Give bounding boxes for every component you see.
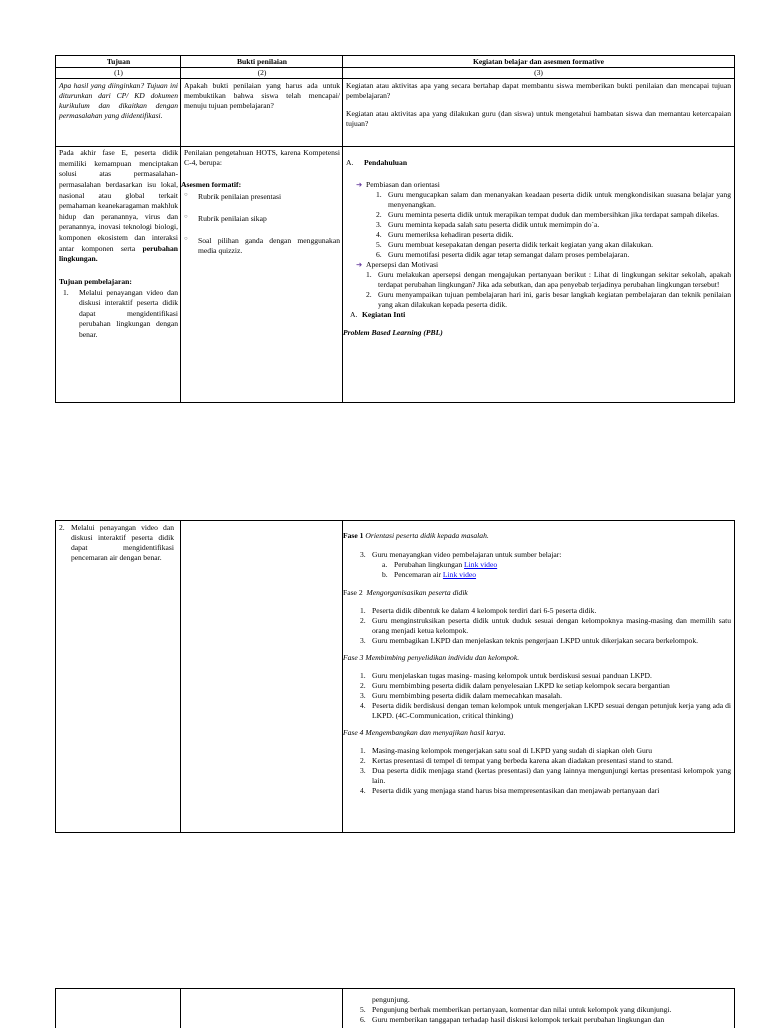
tujuan-pembelajaran-item: 2. Melalui penayangan video dan diskusi interaktif peserta didik dapat mengidentifikasi pencemaran air dengan benar. [59, 523, 174, 563]
pbl-title: Problem Based Learning (PBL) [343, 328, 443, 338]
bukti-text: Penilaian pengetahuan HOTS, karena Kompetensi C-4, berupa: [184, 148, 340, 168]
fase-3: Fase 3 Membimbing penyelidikan individu dan kelompok. [343, 653, 520, 663]
list-item: 1. Guru menjelaskan tugas masing- masing kelompok untuk berdiskusi sesuai panduan LKPD. [360, 671, 652, 681]
header-kegiatan: Kegiatan belajar dan asesmen formative [472, 57, 605, 66]
list-item: 3. Guru meminta kepada salah satu peserta didik untuk memimpin do`a. [376, 220, 600, 230]
fase-1: Fase 1 Orientasi peserta didik kepada masalah. [343, 531, 489, 540]
continued-text: pengunjung. [372, 995, 410, 1004]
col-bukti [181, 521, 343, 832]
list-item: 4. Guru memeriksa kehadiran peserta didik. [376, 230, 514, 240]
list-item: 3. Guru membimbing peserta didik dalam memecahkan masalah. [360, 691, 562, 701]
question-tujuan: Apa hasil yang diinginkan? Tujuan ini diturunkan dari CP/ KD dokumen kurikulum dan dikaitkan dengan permasalahan yang diidentifikasi. [59, 81, 178, 121]
section-pendahuluan: A. Pendahuluan [346, 158, 408, 167]
fase-3-list [346, 671, 731, 721]
list-item: 1. Guru mengucapkan salam dan menanyakan keadaan peserta didik untuk mengkondisikan suasana belajar yang menyenangkan. [376, 190, 731, 210]
list-item: 2. Kertas presentasi di tempel di tempat yang berbeda karena akan diadakan presentasi stand to stand. [360, 756, 673, 766]
fase-2: Fase 2 Mengorganisasikan peserta didik [343, 588, 468, 598]
bullet-arrow-icon: ➜ [356, 180, 363, 190]
kegiatan-content-2 [343, 530, 734, 797]
list-item: b. Pencemaran air Link video [382, 570, 477, 580]
col-tujuan [56, 989, 181, 1028]
video-link[interactable]: Link video [442, 570, 477, 580]
tujuan-pembelajaran-item: 1. Melalui penayangan video dan diskusi interaktif peserta didik dapat mengidentifikasi perubahan lingkungan dengan benar. [63, 287, 178, 339]
tujuan-content-2 [56, 522, 181, 564]
video-link[interactable]: Link video [464, 560, 498, 570]
pembiasaan-label: ➜ Pembiasan dan orientasi [356, 180, 440, 190]
list-item: 4. Peserta didik berdiskusi dengan teman kelompok untuk mengerjakan LKPD sesuai dengan petunjuk kerja yang ada di LKPD. (4C-Communication, critical thinking) [360, 701, 731, 721]
table-page-2 [55, 520, 735, 833]
list-item: 5. Pengunjung berhak memberikan pertanyaan, komentar dan nilai untuk kelompok yang dikunjungi. [360, 1005, 672, 1015]
fase-4: Fase 4 Mengembangkan dan menyajikan hasil karya. [343, 728, 506, 738]
list-item: 3. Guru menayangkan video pembelajaran untuk sumber belajar: [360, 550, 562, 560]
list-item: 2. Guru menginstruksikan peserta didik untuk duduk sesuai dengan kelompoknya masing-masing dan memilih satu orang menjadi ketua kelompok. [360, 616, 731, 636]
list-item: 2. Guru menyampaikan tujuan pembelajaran hari ini, garis besar langkah kegiatan pembelajaran dan teknik penilaian yang akan dilakukan kepada peserta didik. [366, 290, 731, 310]
list-item: 3. Dua peserta didik menjaga stand (kertas presentasi) dan yang lainnya mengunjungi kertas presentasi kelompok yang lain. [360, 766, 731, 786]
asesmen-item: ○ Rubrik penilaian presentasi [184, 192, 282, 202]
number-3: (3) [534, 68, 543, 77]
asesmen-item: ○ Rubrik penilaian sikap [184, 214, 267, 224]
list-item: 1. Peserta didik dibentuk ke dalam 4 kelompok terdiri dari 6-5 peserta didik. [360, 606, 597, 616]
kegiatan-content-3 [343, 994, 734, 1026]
asesmen-label: Asesmen formatif: [181, 180, 242, 190]
list-item: 1. Guru melakukan apersepsi dengan mengajukan pertanyaan berikut : Lihat di lingkungan sekitar sekolah, apakah terdapat perubahan lingkungan? Jika ada sebutkan, dan apa penyebab terjadinya perubahan lingkungan tersebut! [366, 270, 731, 290]
table-page-3 [55, 988, 735, 1028]
col-tujuan [56, 521, 181, 832]
list-item: 6. Guru memberikan tanggapan terhadap hasil diskusi kelompok terkait perubahan lingkungan dan [360, 1015, 665, 1025]
number-2: (2) [257, 68, 267, 77]
tujuan-bold: perubahan lingkungan. [59, 243, 178, 264]
list-item: 6. Guru memotifasi peserta didik agar tetap semangat dalam proses pembelajaran. [376, 250, 630, 260]
tujuan-content [56, 147, 181, 342]
list-item: 3. Guru membagikan LKPD dan menjelaskan teknis pengerjaan LKPD untuk dikerjakan secara berkelompok. [360, 636, 699, 646]
pembiasaan-list [346, 190, 731, 260]
tujuan-text: Pada akhir fase E, peserta didik memiliki kemampuan menciptakan solusi atas permasalahan-permasalahan berdasarkan isu lokal, nasional atau global terkait pemahaman keanekaragaman makhluk hidup dan peranannya, virus dan peranannya, inovasi teknologi biologi, komponen ekosistem dan interaksi antar komponen serta perubahan lingkungan. [59, 148, 178, 264]
question-kegiatan-b: Kegiatan atau aktivitas apa yang dilakukan guru (dan siswa) untuk mengetahui hambatan siswa dan memantau ketercapaian tujuan? [346, 109, 731, 129]
header-bukti: Bukti penilaian [236, 57, 287, 66]
section-kegiatan-inti: A. Kegiatan Inti [350, 310, 406, 320]
list-item: 2. Guru membimbing peserta didik dalam penyelesaian LKPD ke setiap kelompok secara bergantian [360, 681, 670, 691]
table-page-1 [55, 55, 735, 403]
apersepsi-list [346, 270, 731, 310]
kegiatan-content [343, 157, 734, 339]
header-tujuan: Tujuan [106, 57, 131, 66]
question-kegiatan [343, 80, 734, 130]
number-1: (1) [114, 68, 123, 77]
fase-4-list [346, 746, 731, 796]
question-bukti: Apakah bukti penilaian yang harus ada untuk membuktikan bahwa siswa telah mencapai/ menuju tujuan pembelajaran? [184, 81, 340, 111]
tujuan-pembelajaran-label: Tujuan pembelajaran: [59, 276, 132, 286]
col-bukti [181, 989, 343, 1028]
fase-2-list [346, 606, 731, 646]
list-item: a. Perubahan lingkungan Link video [382, 560, 498, 570]
list-item: 2. Guru meminta peserta didik untuk merapikan tempat duduk dan membersihkan jika terdapat sampah dikelas. [376, 210, 720, 220]
list-item: 1. Masing-masing kelompok mengerjakan satu soal di LKPD yang sudah di siapkan oleh Guru [360, 746, 653, 756]
bukti-content [181, 147, 343, 257]
asesmen-item: ○ Soal pilihan ganda dengan menggunakan media quizziz. [184, 236, 340, 256]
question-kegiatan-a: Kegiatan atau aktivitas apa yang secara bertahap dapat membantu siswa memberikan bukti penilaian dan mencapai tujuan pembelajaran? [346, 81, 731, 101]
list-item: 4. Peserta didik yang menjaga stand harus bisa mempresentasikan dan menjawab pertanyaan dari [360, 786, 660, 796]
question-row [56, 78, 734, 147]
apersepsi-label: ➜ Apersepsi dan Motivasi [356, 260, 439, 270]
list-item: 5. Guru membuat kesepakatan dengan peserta didik terkait kegiatan yang akan dilakukan. [376, 240, 654, 250]
bullet-arrow-icon: ➜ [356, 260, 363, 270]
